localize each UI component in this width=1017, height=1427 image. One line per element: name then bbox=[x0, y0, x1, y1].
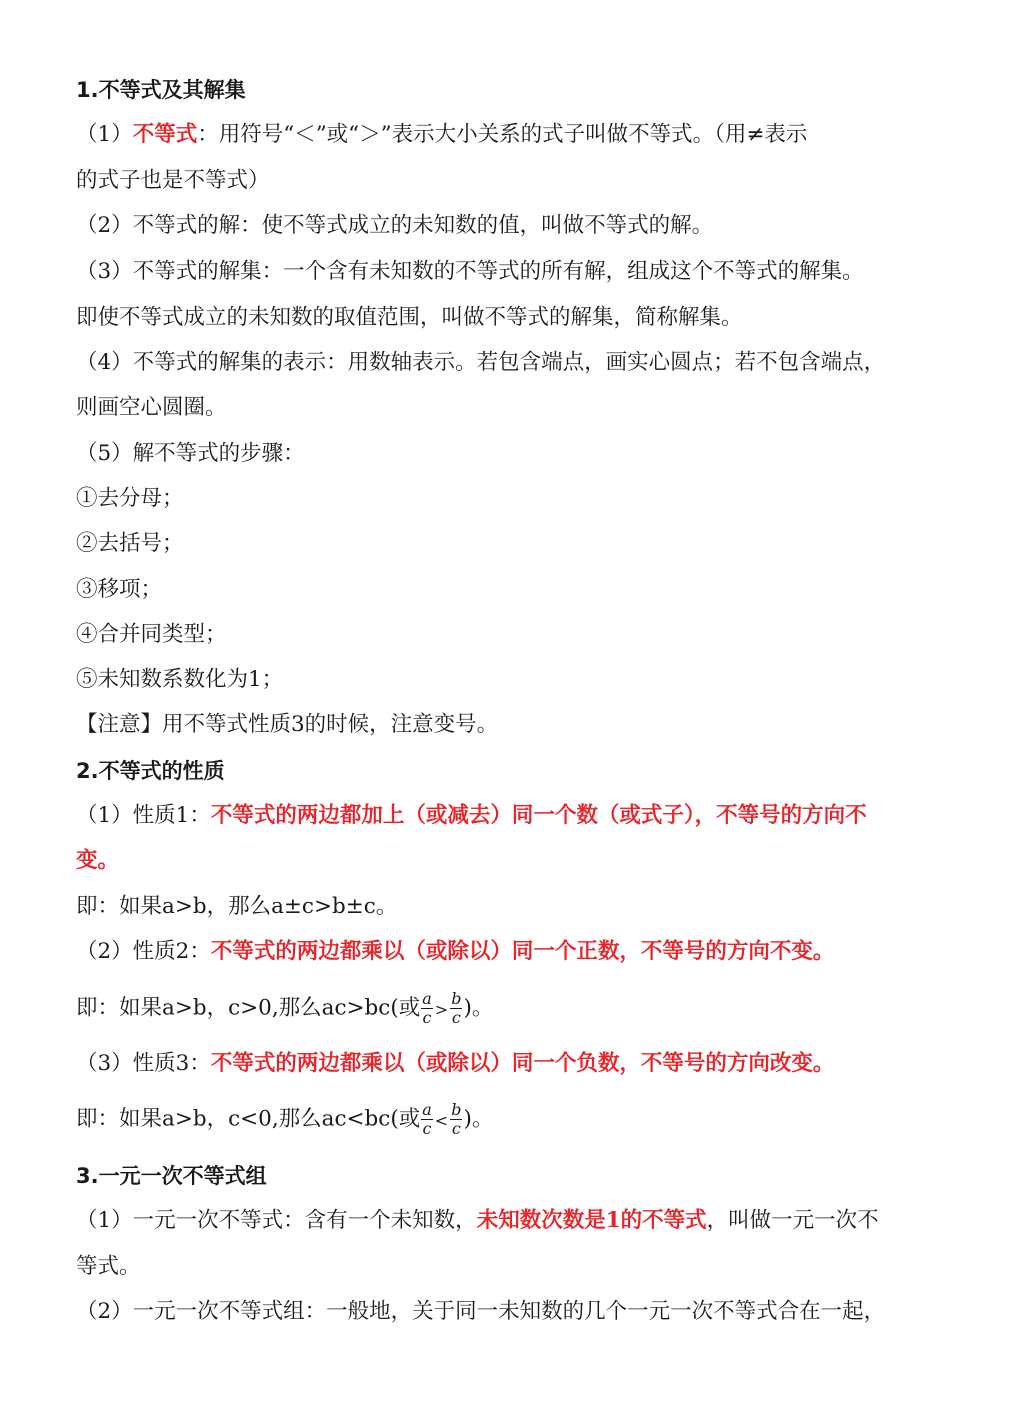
fraction-b-over-c bbox=[450, 990, 462, 1027]
property-1-example: 即：如果a>b，那么a±c>b±c。 bbox=[76, 894, 398, 919]
section-2-heading: 2.不等式的性质 bbox=[76, 759, 225, 783]
property-1-statement-cont: 变。 bbox=[76, 848, 120, 873]
sec1-note: 【注意】用不等式性质3的时候，注意变号。 bbox=[76, 712, 499, 737]
fraction-numerator: a bbox=[422, 989, 432, 1008]
fraction-denominator: c bbox=[451, 1008, 461, 1027]
fraction-denominator: c bbox=[422, 1008, 432, 1027]
property-3 bbox=[76, 1049, 947, 1079]
less-than-sign: < bbox=[434, 1110, 449, 1130]
section-3-heading: 3.一元一次不等式组 bbox=[76, 1164, 267, 1188]
fraction-a-over-c bbox=[421, 990, 433, 1027]
sec1-item-5: （5）解不等式的步骤： bbox=[76, 441, 305, 466]
sec1-item-1-prefix: （1） bbox=[76, 122, 133, 147]
sec3-item-1-prefix: （1）一元一次不等式：含有一个未知数， bbox=[76, 1208, 477, 1233]
sec1-item-1-text: ：用符号“＜”或“＞”表示大小关系的式子叫做不等式。（用≠表示 bbox=[197, 122, 808, 147]
property-2-example bbox=[76, 990, 947, 1027]
fraction-denominator: c bbox=[422, 1119, 432, 1138]
step-item: ⑤未知数系数化为1； bbox=[76, 667, 284, 692]
property-1-prefix: （1）性质1： bbox=[76, 803, 211, 828]
fraction-b-over-c bbox=[450, 1101, 462, 1138]
sec1-item-3: （3）不等式的解集：一个含有未知数的不等式的所有解，组成这个不等式的解集。 bbox=[76, 259, 864, 284]
property-2-statement: 不等式的两边都乘以（或除以）同一个正数，不等号的方向不变。 bbox=[210, 939, 835, 964]
sec3-item-1-cont: 等式。 bbox=[76, 1254, 141, 1279]
section-1-heading: 1.不等式及其解集 bbox=[76, 78, 246, 102]
step-item: ④合并同类型； bbox=[76, 622, 227, 647]
sec1-item-4: （4）不等式的解集的表示：用数轴表示。若包含端点，画实心圆点；若不包含端点， bbox=[76, 350, 886, 375]
property-2-example-end: )。 bbox=[463, 995, 494, 1021]
property-1-statement: 不等式的两边都加上（或减去）同一个数（或式子），不等号的方向不 bbox=[210, 803, 867, 828]
step-item: ③移项； bbox=[76, 577, 163, 602]
sec1-item-1-cont: 的式子也是不等式） bbox=[76, 168, 270, 193]
fraction-a-over-c bbox=[421, 1101, 433, 1138]
sec3-item-1-emphasis: 未知数次数是1的不等式 bbox=[476, 1208, 707, 1233]
sec1-item-1-term: 不等式 bbox=[132, 122, 198, 147]
sec1-item-4-cont: 则画空心圆圈。 bbox=[76, 395, 227, 420]
sec1-item-1 bbox=[76, 120, 947, 150]
property-2-prefix: （2）性质2： bbox=[76, 939, 211, 964]
fraction-denominator: c bbox=[451, 1119, 461, 1138]
property-3-example bbox=[76, 1101, 947, 1138]
step-item: ②去括号； bbox=[76, 531, 184, 556]
property-2-example-text: 即：如果a>b，c>0,那么ac>bc(或 bbox=[76, 995, 421, 1021]
sec1-item-3-cont: 即使不等式成立的未知数的取值范围，叫做不等式的解集，简称解集。 bbox=[76, 305, 743, 330]
sec3-item-2: （2）一元一次不等式组：一般地，关于同一未知数的几个一元一次不等式合在一起， bbox=[76, 1299, 886, 1324]
greater-than-sign: > bbox=[434, 999, 449, 1019]
sec1-item-2: （2）不等式的解：使不等式成立的未知数的值，叫做不等式的解。 bbox=[76, 213, 714, 238]
fraction-numerator: a bbox=[422, 1100, 432, 1119]
property-3-statement: 不等式的两边都乘以（或除以）同一个负数，不等号的方向改变。 bbox=[210, 1051, 835, 1076]
property-3-example-text: 即：如果a>b，c<0,那么ac<bc(或 bbox=[76, 1106, 421, 1132]
property-3-prefix: （3）性质3： bbox=[76, 1051, 211, 1076]
step-item: ①去分母； bbox=[76, 486, 184, 511]
sec3-item-1-text: ，叫做一元一次不 bbox=[706, 1208, 879, 1233]
property-3-example-end: )。 bbox=[463, 1106, 494, 1132]
property-1 bbox=[76, 801, 947, 831]
fraction-numerator: b bbox=[451, 989, 462, 1008]
property-2 bbox=[76, 937, 947, 967]
sec3-item-1 bbox=[76, 1206, 947, 1236]
fraction-numerator: b bbox=[451, 1100, 462, 1119]
